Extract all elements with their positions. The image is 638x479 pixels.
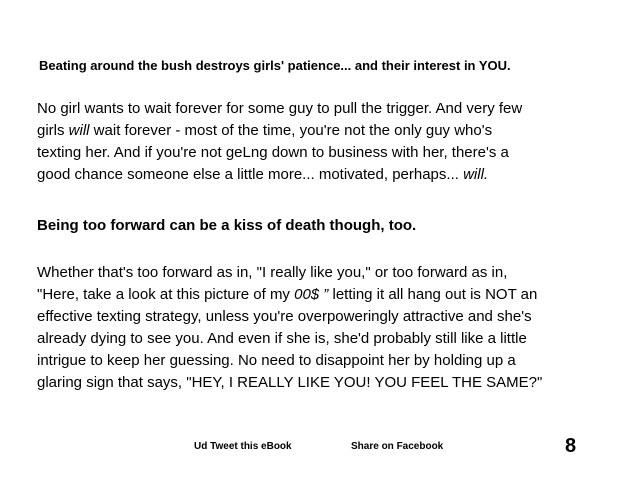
paragraph-line: already dying to see you. And even if she is, she'd probably still like a little — [37, 330, 527, 347]
paragraph-text: good chance someone else a little more... motivated, perhaps... — [37, 166, 464, 183]
paragraph-line: texting her. And if you're not geLng down to business with her, there's a — [37, 144, 509, 161]
paragraph-text: "Here, take a look at this picture of my — [37, 286, 295, 303]
paragraph-line: Whether that's too forward as in, "I really like you," or too forward as in, — [37, 264, 508, 281]
paragraph-text: letting it all hang out is NOT an — [328, 286, 538, 303]
paragraph-line: glaring sign that says, "HEY, I REALLY LIKE YOU! YOU FEEL THE SAME?" — [37, 374, 543, 391]
paragraph-line — [37, 164, 607, 186]
tweet-ebook-link[interactable]: Ud Tweet this eBook — [194, 441, 292, 452]
paragraph-line: effective texting strategy, unless you're overpoweringly attractive and she's — [37, 308, 532, 325]
section-heading-patience: Beating around the bush destroys girls' patience... and their interest in YOU. — [39, 58, 511, 73]
emphasis-text: will. — [463, 166, 489, 183]
paragraph-text: wait forever - most of the time, you're not the only guy who's — [89, 122, 493, 139]
emphasis-text: will — [68, 122, 90, 139]
paragraph-text: girls — [37, 122, 69, 139]
paragraph-waiting — [37, 98, 607, 186]
page-number: 8 — [565, 435, 577, 457]
paragraph-too-forward — [37, 262, 607, 394]
paragraph-line: No girl wants to wait forever for some guy to pull the trigger. And very few — [37, 100, 523, 117]
paragraph-line — [37, 120, 607, 142]
emphasis-text: 00$ ” — [294, 286, 329, 303]
paragraph-line — [37, 284, 607, 306]
share-facebook-link[interactable]: Share on Facebook — [351, 441, 444, 452]
paragraph-line: intrigue to keep her guessing. No need to disappoint her by holding up a — [37, 352, 516, 369]
section-heading-forward: Being too forward can be a kiss of death though, too. — [37, 217, 417, 234]
page-footer — [0, 434, 638, 458]
